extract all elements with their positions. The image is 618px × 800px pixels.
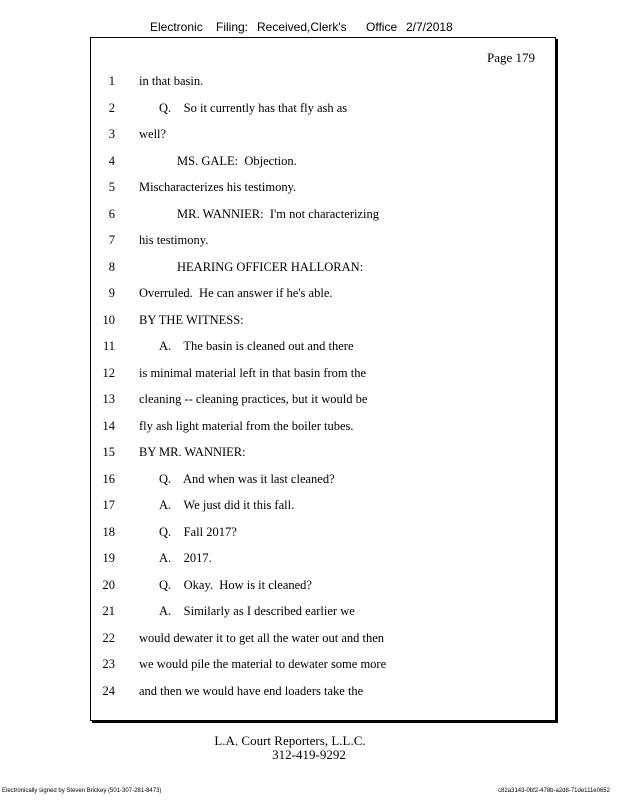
transcript-line: [91, 598, 555, 625]
footer-phone: 312-419-9292: [272, 747, 346, 762]
line-number: 7: [108, 233, 115, 247]
line-text: Q. Fall 2017?: [159, 524, 237, 539]
transcript-line: [91, 174, 555, 201]
filing-header-received: Received,Clerk's: [257, 20, 347, 34]
line-text: A. 2017.: [159, 551, 212, 565]
line-text: Q. And when was it last cleaned?: [159, 471, 335, 486]
filing-header-office: Office: [366, 20, 398, 34]
line-number: 6: [108, 206, 115, 221]
footer-firm: L.A. Court Reporters, L.L.C.: [214, 733, 366, 748]
line-number: 9: [108, 286, 115, 300]
line-number: 10: [102, 312, 115, 327]
transcript-page: [90, 37, 556, 721]
line-text: BY THE WITNESS:: [139, 312, 244, 327]
transcript-line: [91, 148, 555, 175]
line-text: MR. WANNIER: I'm not characterizing: [177, 206, 379, 221]
line-number: 3: [108, 127, 115, 141]
transcript-line: [91, 68, 555, 95]
line-number: 22: [102, 630, 115, 645]
transcript-line: [91, 466, 555, 493]
transcript-line: [91, 227, 555, 254]
line-text: Q. So it currently has that fly ash as: [159, 100, 348, 115]
transcript-line: [91, 360, 555, 387]
filing-header-date: 2/7/2018: [406, 20, 453, 34]
line-text: his testimony.: [139, 233, 209, 247]
line-number: 11: [102, 339, 115, 353]
line-text: Overruled. He can answer if he's able.: [139, 286, 333, 300]
line-number: 23: [102, 657, 115, 671]
transcript-line: [91, 386, 555, 413]
line-text: Mischaracterizes his testimony.: [139, 180, 297, 194]
transcript-line: [91, 492, 555, 519]
line-number: 2: [108, 100, 115, 115]
transcript-line: [91, 519, 555, 546]
transcript-line: [91, 572, 555, 599]
transcript-line: [91, 280, 555, 307]
line-text: and then we would have end loaders take the: [139, 683, 364, 698]
line-number: 13: [102, 392, 115, 406]
line-text: A. The basin is cleaned out and there: [159, 339, 354, 353]
line-text: MS. GALE: Objection.: [177, 153, 297, 168]
page-number: Page 179: [486, 50, 535, 65]
line-number: 14: [102, 418, 115, 433]
line-number: 12: [102, 365, 115, 380]
line-text: well?: [139, 127, 167, 141]
footer-signature: Electronically signed by Steven Brickey (501-307-281-8473): [2, 788, 162, 794]
line-number: 19: [102, 551, 115, 565]
line-number: 17: [102, 498, 115, 512]
line-number: 20: [102, 577, 115, 592]
filing-header-electronic: Electronic: [150, 20, 203, 34]
transcript-line: [91, 307, 555, 334]
transcript-line: [91, 333, 555, 360]
line-text: would dewater it to get all the water out and then: [139, 630, 385, 645]
line-text: in that basin.: [139, 74, 204, 88]
line-text: cleaning -- cleaning practices, but it would be: [139, 392, 368, 406]
line-text: we would pile the material to dewater some more: [139, 657, 387, 671]
line-number: 18: [102, 524, 115, 539]
transcript-line: [91, 254, 555, 281]
line-text: Q. Okay. How is it cleaned?: [159, 577, 312, 592]
line-number: 24: [102, 683, 115, 698]
line-text: fly ash light material from the boiler tubes.: [139, 418, 354, 433]
line-text: HEARING OFFICER HALLORAN:: [177, 259, 364, 274]
transcript-line: [91, 121, 555, 148]
transcript-line: [91, 439, 555, 466]
line-number: 8: [108, 259, 115, 274]
line-number: 21: [102, 604, 115, 618]
transcript-line: [91, 201, 555, 228]
line-number: 4: [108, 153, 115, 168]
line-text: A. We just did it this fall.: [159, 498, 295, 512]
transcript-line: [91, 95, 555, 122]
line-number: 15: [102, 445, 115, 459]
line-number: 5: [108, 180, 115, 194]
transcript-line: [91, 413, 555, 440]
footer-hash: c82a3143-0bf2-478b-a2d8-71de111e0652: [498, 788, 610, 794]
line-text: BY MR. WANNIER:: [139, 445, 246, 459]
line-text: A. Similarly as I described earlier we: [159, 604, 355, 618]
filing-header-filing: Filing:: [216, 20, 249, 34]
transcript-line: [91, 545, 555, 572]
transcript-line: [91, 678, 555, 705]
transcript-line: [91, 651, 555, 678]
line-text: is minimal material left in that basin from the: [139, 365, 367, 380]
line-number: 16: [102, 471, 115, 486]
line-number: 1: [108, 74, 115, 88]
transcript-line: [91, 625, 555, 652]
